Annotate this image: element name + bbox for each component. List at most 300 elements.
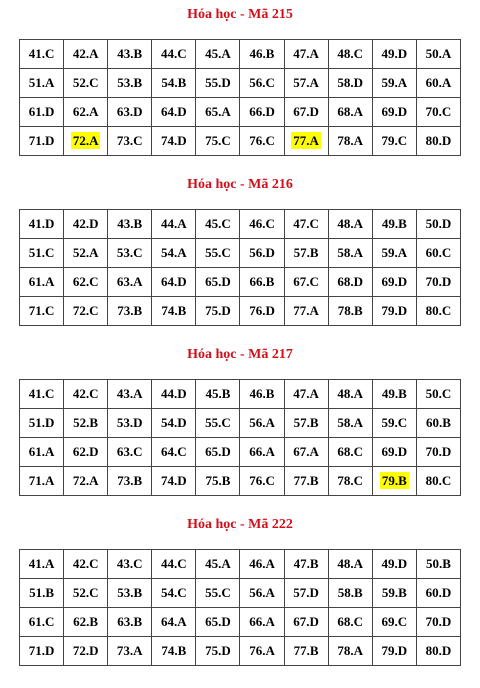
- answer-cell: [372, 579, 416, 608]
- answer-text: 75.D: [205, 303, 231, 318]
- answer-cell: [152, 239, 196, 268]
- answer-text: 63.A: [116, 274, 143, 289]
- answer-cell: [108, 40, 152, 69]
- answer-text: 46.B: [249, 46, 275, 61]
- table-row: [20, 380, 461, 409]
- answer-cell: [284, 637, 328, 666]
- answer-text: 54.D: [161, 415, 187, 430]
- answer-cell: [328, 438, 372, 467]
- answer-text: 68.C: [337, 444, 364, 459]
- answer-text: 63.B: [117, 614, 143, 629]
- table-row: [20, 467, 461, 496]
- answer-cell: [196, 608, 240, 637]
- answer-text: 50.C: [425, 386, 452, 401]
- answer-cell: [372, 127, 416, 156]
- answer-cell: [416, 579, 460, 608]
- answer-cell: [108, 608, 152, 637]
- answer-cell: [196, 297, 240, 326]
- answer-text: 52.B: [73, 415, 99, 430]
- answer-cell: [196, 579, 240, 608]
- answer-text: 74.D: [161, 133, 187, 148]
- answer-text: 49.B: [381, 386, 407, 401]
- answer-cell: [416, 239, 460, 268]
- answer-cell: [20, 579, 64, 608]
- answer-text: 73.B: [117, 473, 143, 488]
- answer-cell: [20, 297, 64, 326]
- table-row: [20, 268, 461, 297]
- answer-cell: [64, 579, 108, 608]
- answer-table-216: [19, 209, 461, 326]
- answer-text: 55.C: [205, 415, 231, 430]
- answer-cell: [108, 579, 152, 608]
- answer-cell: [152, 127, 196, 156]
- answer-cell: [20, 467, 64, 496]
- highlighted-answer: 79.B: [381, 473, 407, 488]
- answer-cell: [20, 637, 64, 666]
- answer-text: 56.C: [249, 75, 275, 90]
- table-row: [20, 637, 461, 666]
- answer-text: 70.D: [425, 614, 452, 629]
- answer-cell: [372, 438, 416, 467]
- answer-text: 54.A: [161, 245, 187, 260]
- answer-cell: [64, 98, 108, 127]
- answer-text: 47.B: [293, 556, 319, 571]
- answer-cell: [284, 467, 328, 496]
- answer-cell: [108, 210, 152, 239]
- answer-cell: [328, 579, 372, 608]
- answer-text: 62.C: [72, 274, 99, 289]
- answer-text: 79.C: [381, 133, 408, 148]
- answer-cell: [416, 40, 460, 69]
- answer-text: 66.A: [249, 614, 275, 629]
- answer-cell: [64, 380, 108, 409]
- answer-text: 71.D: [28, 133, 55, 148]
- answer-cell: [284, 69, 328, 98]
- answer-text: 59.A: [381, 245, 408, 260]
- answer-text: 44.A: [161, 216, 187, 231]
- answer-text: 44.C: [161, 556, 187, 571]
- answer-cell: [196, 550, 240, 579]
- table-row: [20, 40, 461, 69]
- answer-cell: [64, 69, 108, 98]
- answer-text: 79.D: [381, 303, 408, 318]
- answer-cell: [284, 297, 328, 326]
- table-row: [20, 210, 461, 239]
- answer-text: 65.D: [205, 444, 231, 459]
- answer-text: 44.D: [161, 386, 187, 401]
- answer-cell: [240, 608, 284, 637]
- answer-cell: [64, 239, 108, 268]
- answer-text: 80.C: [425, 303, 452, 318]
- answer-text: 47.A: [293, 386, 319, 401]
- answer-text: 60.D: [425, 585, 452, 600]
- answer-text: 51.C: [28, 245, 55, 260]
- answer-cell: [20, 127, 64, 156]
- answer-cell: [284, 409, 328, 438]
- answer-text: 60.A: [425, 75, 452, 90]
- answer-cell: [152, 380, 196, 409]
- answer-text: 46.A: [249, 556, 275, 571]
- answer-text: 53.B: [117, 585, 143, 600]
- answer-cell: [64, 297, 108, 326]
- highlighted-answer: 77.A: [293, 133, 319, 148]
- answer-cell: [196, 69, 240, 98]
- section-title-217: Hóa học - Mã 217: [187, 347, 293, 362]
- answer-text: 51.D: [28, 415, 55, 430]
- answer-cell: [328, 210, 372, 239]
- answer-text: 76.C: [249, 473, 275, 488]
- answer-cell: [284, 579, 328, 608]
- answer-cell: [416, 438, 460, 467]
- answer-cell: [328, 297, 372, 326]
- answer-cell: [196, 637, 240, 666]
- answer-text: 41.C: [28, 46, 55, 61]
- answer-cell: [108, 239, 152, 268]
- table-row: [20, 297, 461, 326]
- answer-cell: [328, 409, 372, 438]
- answer-cell: [20, 98, 64, 127]
- answer-cell: [284, 127, 328, 156]
- answer-cell: [240, 40, 284, 69]
- answer-text: 50.D: [425, 216, 452, 231]
- answer-cell: [372, 380, 416, 409]
- answer-text: 42.D: [72, 216, 99, 231]
- answer-text: 48.A: [337, 386, 364, 401]
- answer-text: 54.B: [161, 75, 187, 90]
- answer-cell: [416, 637, 460, 666]
- answer-text: 52.C: [72, 75, 99, 90]
- answer-cell: [64, 550, 108, 579]
- answer-cell: [372, 239, 416, 268]
- answer-cell: [372, 40, 416, 69]
- table-row: [20, 127, 461, 156]
- answer-cell: [240, 380, 284, 409]
- answer-cell: [416, 268, 460, 297]
- answer-text: 65.D: [205, 274, 231, 289]
- answer-cell: [284, 239, 328, 268]
- answer-text: 64.C: [161, 444, 187, 459]
- answer-cell: [416, 127, 460, 156]
- answer-cell: [108, 637, 152, 666]
- answer-text: 61.D: [28, 104, 55, 119]
- answer-text: 63.C: [116, 444, 143, 459]
- answer-text: 46.C: [249, 216, 275, 231]
- answer-cell: [64, 438, 108, 467]
- answer-cell: [240, 69, 284, 98]
- answer-cell: [372, 409, 416, 438]
- answer-text: 47.A: [293, 46, 319, 61]
- table-row: [20, 608, 461, 637]
- answer-text: 61.C: [28, 614, 55, 629]
- answer-text: 76.C: [249, 133, 275, 148]
- answer-text: 41.C: [28, 386, 55, 401]
- answer-cell: [372, 210, 416, 239]
- answer-cell: [108, 467, 152, 496]
- answer-cell: [20, 608, 64, 637]
- answer-cell: [108, 69, 152, 98]
- answer-text: 60.C: [425, 245, 452, 260]
- answer-table-222: [19, 549, 461, 666]
- answer-cell: [20, 40, 64, 69]
- answer-text: 80.C: [425, 473, 452, 488]
- answer-cell: [416, 380, 460, 409]
- answer-cell: [64, 467, 108, 496]
- answer-cell: [240, 210, 284, 239]
- answer-text: 50.B: [425, 556, 451, 571]
- answer-cell: [196, 40, 240, 69]
- answer-text: 58.B: [337, 585, 363, 600]
- answer-cell: [284, 608, 328, 637]
- answer-text: 67.D: [293, 614, 319, 629]
- answer-cell: [64, 40, 108, 69]
- answer-cell: [152, 210, 196, 239]
- answer-text: 65.D: [205, 614, 231, 629]
- answer-cell: [64, 127, 108, 156]
- answer-text: 53.C: [116, 245, 143, 260]
- answer-text: 57.A: [293, 75, 319, 90]
- answer-cell: [20, 239, 64, 268]
- answer-cell: [108, 297, 152, 326]
- answer-cell: [152, 268, 196, 297]
- answer-cell: [416, 608, 460, 637]
- answer-text: 58.D: [337, 75, 364, 90]
- answer-cell: [372, 268, 416, 297]
- answer-text: 48.A: [337, 556, 364, 571]
- answer-cell: [416, 98, 460, 127]
- answer-text: 70.D: [425, 444, 452, 459]
- answer-cell: [108, 268, 152, 297]
- answer-text: 68.A: [337, 104, 364, 119]
- answer-text: 73.A: [116, 643, 143, 658]
- answer-text: 74.D: [161, 473, 187, 488]
- answer-cell: [64, 409, 108, 438]
- answer-text: 66.B: [249, 274, 275, 289]
- answer-text: 56.A: [249, 415, 275, 430]
- answer-cell: [196, 98, 240, 127]
- answer-text: 42.C: [72, 386, 99, 401]
- answer-text: 71.A: [28, 473, 55, 488]
- answer-cell: [328, 239, 372, 268]
- answer-cell: [108, 409, 152, 438]
- answer-text: 78.C: [337, 473, 364, 488]
- answer-text: 73.C: [116, 133, 143, 148]
- answer-text: 51.B: [29, 585, 54, 600]
- answer-cell: [152, 467, 196, 496]
- answer-text: 62.D: [72, 444, 99, 459]
- answer-cell: [196, 409, 240, 438]
- answer-cell: [416, 550, 460, 579]
- table-row: [20, 438, 461, 467]
- answer-text: 52.A: [72, 245, 99, 260]
- answer-cell: [328, 608, 372, 637]
- answer-cell: [240, 127, 284, 156]
- answer-cell: [64, 268, 108, 297]
- answer-text: 67.A: [293, 444, 319, 459]
- answer-cell: [328, 467, 372, 496]
- answer-text: 49.D: [381, 556, 408, 571]
- answer-text: 59.B: [381, 585, 407, 600]
- section-title-216: Hóa học - Mã 216: [187, 177, 293, 192]
- table-row: [20, 69, 461, 98]
- section-title-222: Hóa học - Mã 222: [187, 517, 293, 532]
- answer-cell: [240, 637, 284, 666]
- answer-text: 75.B: [205, 473, 231, 488]
- answer-cell: [372, 608, 416, 637]
- answer-text: 68.D: [337, 274, 364, 289]
- answer-text: 48.C: [337, 46, 364, 61]
- section-title-215: Hóa học - Mã 215: [187, 7, 293, 22]
- answer-text: 43.B: [117, 46, 143, 61]
- answer-cell: [152, 409, 196, 438]
- answer-text: 70.D: [425, 274, 452, 289]
- answer-cell: [108, 380, 152, 409]
- answer-text: 57.B: [293, 415, 319, 430]
- answer-text: 65.A: [205, 104, 231, 119]
- answer-text: 50.A: [425, 46, 452, 61]
- answer-cell: [108, 98, 152, 127]
- answer-text: 48.A: [337, 216, 364, 231]
- answer-text: 75.D: [205, 643, 231, 658]
- answer-text: 71.C: [28, 303, 55, 318]
- answer-cell: [240, 297, 284, 326]
- answer-text: 41.A: [28, 556, 55, 571]
- answer-cell: [284, 268, 328, 297]
- answer-text: 43.A: [116, 386, 143, 401]
- answer-text: 72.C: [72, 303, 99, 318]
- answer-text: 71.D: [28, 643, 55, 658]
- answer-text: 79.D: [381, 643, 408, 658]
- answer-cell: [108, 438, 152, 467]
- highlighted-answer: 72.A: [72, 133, 99, 148]
- answer-text: 63.D: [116, 104, 143, 119]
- answer-cell: [20, 69, 64, 98]
- answer-text: 42.A: [72, 46, 99, 61]
- answer-cell: [152, 608, 196, 637]
- answer-cell: [328, 40, 372, 69]
- answer-text: 46.B: [249, 386, 275, 401]
- answer-cell: [152, 98, 196, 127]
- answer-text: 60.B: [425, 415, 451, 430]
- answer-cell: [20, 210, 64, 239]
- answer-text: 42.C: [72, 556, 99, 571]
- answer-text: 76.A: [249, 643, 275, 658]
- answer-text: 55.C: [205, 585, 231, 600]
- answer-text: 53.D: [116, 415, 143, 430]
- answer-text: 78.B: [337, 303, 363, 318]
- answer-text: 49.D: [381, 46, 408, 61]
- answer-cell: [196, 268, 240, 297]
- answer-text: 72.D: [72, 643, 99, 658]
- answer-text: 43.C: [116, 556, 143, 571]
- answer-text: 49.B: [381, 216, 407, 231]
- answer-cell: [240, 467, 284, 496]
- answer-text: 59.C: [381, 415, 408, 430]
- answer-text: 64.D: [161, 274, 187, 289]
- answer-text: 45.A: [205, 556, 231, 571]
- answer-text: 77.A: [293, 303, 319, 318]
- answer-cell: [328, 98, 372, 127]
- answer-cell: [196, 127, 240, 156]
- answer-text: 54.C: [161, 585, 187, 600]
- answer-cell: [152, 69, 196, 98]
- answer-cell: [328, 380, 372, 409]
- answer-cell: [284, 380, 328, 409]
- answer-text: 61.A: [28, 444, 55, 459]
- answer-text: 41.D: [28, 216, 55, 231]
- answer-text: 80.D: [425, 643, 452, 658]
- answer-cell: [20, 268, 64, 297]
- answer-text: 74.B: [161, 303, 187, 318]
- answer-cell: [152, 438, 196, 467]
- answer-text: 57.B: [293, 245, 319, 260]
- answer-text: 69.D: [381, 274, 408, 289]
- answer-text: 69.D: [381, 104, 408, 119]
- answer-text: 57.D: [293, 585, 319, 600]
- answer-text: 47.C: [293, 216, 319, 231]
- answer-text: 69.C: [381, 614, 408, 629]
- answer-cell: [20, 380, 64, 409]
- answer-cell: [64, 637, 108, 666]
- answer-cell: [328, 268, 372, 297]
- answer-text: 56.A: [249, 585, 275, 600]
- answer-cell: [284, 98, 328, 127]
- answer-text: 45.B: [205, 386, 231, 401]
- answer-cell: [196, 467, 240, 496]
- answer-text: 78.A: [337, 133, 364, 148]
- answer-cell: [284, 40, 328, 69]
- answer-text: 76.D: [249, 303, 275, 318]
- answer-cell: [284, 210, 328, 239]
- answer-cell: [196, 438, 240, 467]
- answer-text: 64.A: [161, 614, 187, 629]
- answer-text: 53.B: [117, 75, 143, 90]
- answer-cell: [196, 380, 240, 409]
- answer-text: 58.A: [337, 245, 364, 260]
- answer-cell: [372, 69, 416, 98]
- answer-cell: [152, 40, 196, 69]
- answer-cell: [152, 579, 196, 608]
- answer-cell: [20, 409, 64, 438]
- answer-text: 70.C: [425, 104, 452, 119]
- answer-text: 67.D: [293, 104, 319, 119]
- answer-cell: [240, 409, 284, 438]
- answer-cell: [284, 550, 328, 579]
- answer-cell: [64, 608, 108, 637]
- answer-table-217: [19, 379, 461, 496]
- answer-text: 45.A: [205, 46, 231, 61]
- answer-cell: [328, 637, 372, 666]
- answer-text: 69.D: [381, 444, 408, 459]
- answer-cell: [64, 210, 108, 239]
- answer-text: 64.D: [161, 104, 187, 119]
- answer-text: 68.C: [337, 614, 364, 629]
- answer-cell: [20, 438, 64, 467]
- table-row: [20, 239, 461, 268]
- answer-cell: [108, 550, 152, 579]
- answer-cell: [240, 579, 284, 608]
- answer-cell: [416, 210, 460, 239]
- answer-cell: [416, 297, 460, 326]
- answer-cell: [416, 69, 460, 98]
- answer-cell: [328, 127, 372, 156]
- answer-cell: [372, 297, 416, 326]
- answer-cell: [240, 438, 284, 467]
- answer-cell: [416, 467, 460, 496]
- table-row: [20, 550, 461, 579]
- answer-text: 66.A: [249, 444, 275, 459]
- answer-text: 56.D: [249, 245, 275, 260]
- answer-cell: [372, 550, 416, 579]
